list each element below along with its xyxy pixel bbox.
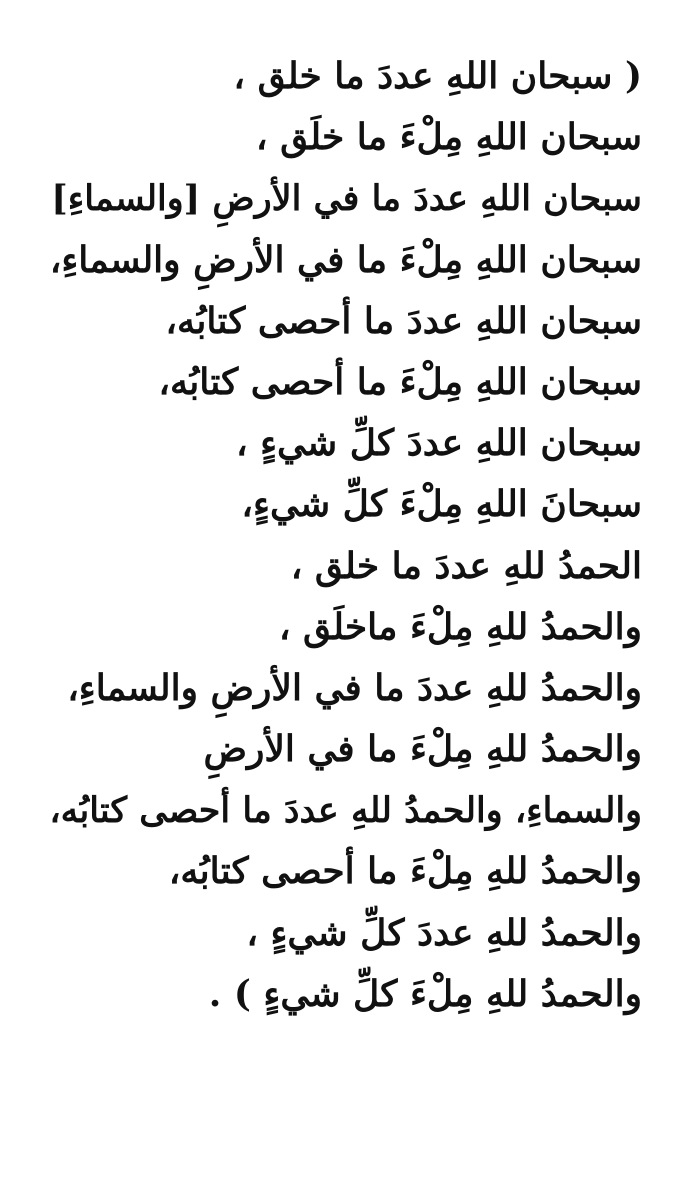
- text-line-8: سبحانَ اللهِ مِلْءَ كلِّ شيءٍ،: [241, 483, 642, 526]
- text-line-13: والسماءِ، والحمدُ للهِ عددَ ما أحصى كتابُه،: [49, 790, 642, 832]
- text-line-7: سبحان اللهِ عددَ كلِّ شيءٍ ،: [235, 422, 642, 465]
- text-line-11: والحمدُ للهِ عددَ ما في الأرضِ والسماءِ،: [67, 666, 642, 709]
- text-line-6: سبحان اللهِ مِلْءَ ما أحصى كتابُه،: [158, 360, 642, 403]
- text-line-2: سبحان اللهِ مِلْءَ ما خلَق ،: [255, 116, 642, 159]
- text-line-1: ( سبحان اللهِ عددَ ما خلق ،: [233, 55, 642, 97]
- text-line-3: سبحان اللهِ عددَ ما في الأرضِ [والسماءِ]: [51, 178, 642, 220]
- text-line-10: والحمدُ للهِ مِلْءَ ماخلَق ،: [278, 605, 642, 648]
- text-line-15: والحمدُ للهِ عددَ كلِّ شيءٍ ،: [246, 911, 642, 954]
- text-line-14: والحمدُ للهِ مِلْءَ ما أحصى كتابُه،: [168, 850, 642, 893]
- text-line-4: سبحان اللهِ مِلْءَ ما في الأرضِ والسماءِ،: [49, 238, 642, 281]
- text-line-9: الحمدُ للهِ عددَ ما خلق ،: [290, 544, 642, 587]
- text-line-5: سبحان اللهِ عددَ ما أحصى كتابُه،: [165, 299, 642, 342]
- text-line-12: والحمدُ للهِ مِلْءَ ما في الأرضِ: [203, 728, 642, 771]
- text-line-16: والحمدُ للهِ مِلْءَ كلِّ شيءٍ ) .: [208, 972, 642, 1015]
- dhikr-text: [40, 46, 642, 1025]
